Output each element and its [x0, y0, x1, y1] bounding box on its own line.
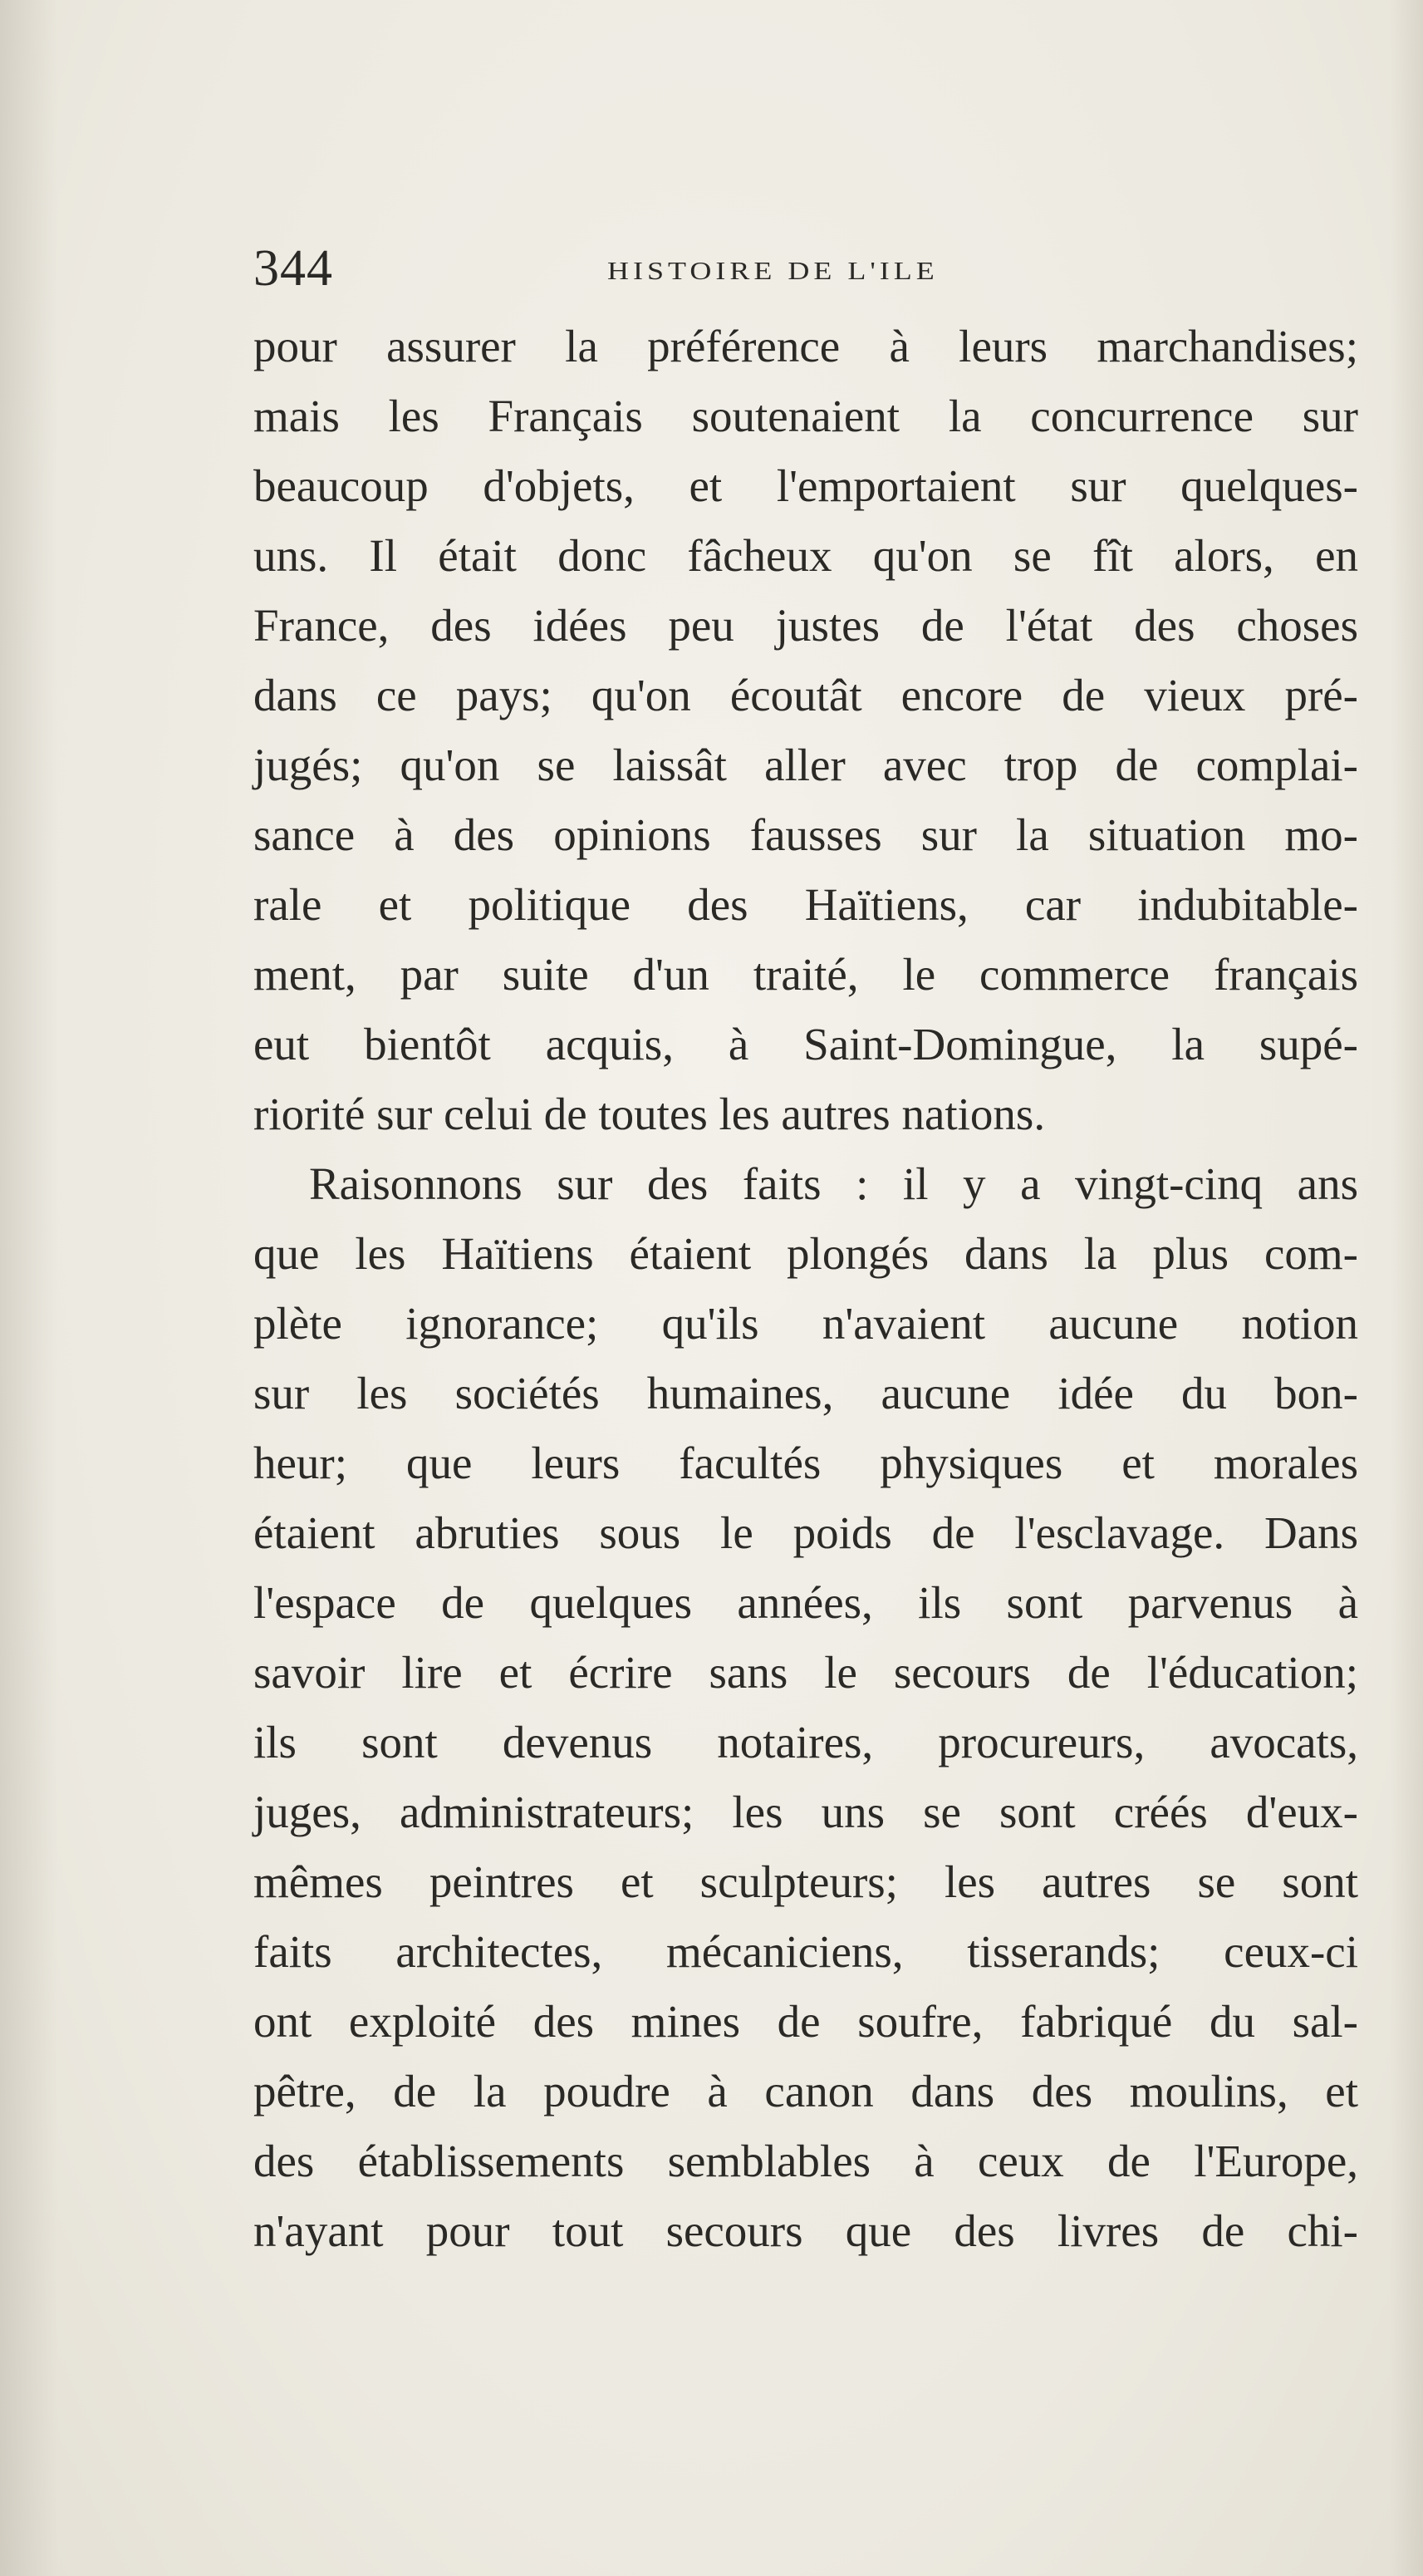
- text-line: ils sont devenus notaires, procureurs, avocats,: [253, 1717, 1358, 1767]
- text-line: que les Haïtiens étaient plongés dans la plus com-: [253, 1228, 1358, 1279]
- text-line: pêtre, de la poudre à canon dans des moulins, et: [253, 2066, 1358, 2116]
- text-line: juges, administrateurs; les uns se sont créés d'eux-: [253, 1787, 1358, 1837]
- text-line: heur; que leurs facultés physiques et morales: [253, 1438, 1358, 1488]
- page-header: [253, 231, 1358, 306]
- text-line: dans ce pays; qu'on écoutât encore de vieux pré-: [253, 670, 1358, 720]
- text-line: mais les Français soutenaient la concurrence sur: [253, 391, 1358, 441]
- text-line: ment, par suite d'un traité, le commerce français: [253, 949, 1358, 1000]
- text-line: pour assurer la préférence à leurs marchandises;: [253, 321, 1358, 371]
- text-line: riorité sur celui de toutes les autres nations.: [253, 1089, 1046, 1139]
- page-number: 344: [253, 240, 333, 297]
- running-head: HISTOIRE DE L'ILE: [607, 257, 939, 285]
- text-line: des établissements semblables à ceux de l'Europe,: [253, 2136, 1358, 2186]
- page-edge: [1390, 0, 1423, 2576]
- text-line: Raisonnons sur des faits : il y a vingt-cinq ans: [309, 1158, 1358, 1209]
- text-line: n'ayant pour tout secours que des livres de chi-: [253, 2205, 1358, 2256]
- body-text: [253, 312, 1358, 2266]
- text-line: savoir lire et écrire sans le secours de l'éducation;: [253, 1647, 1358, 1698]
- text-line: France, des idées peu justes de l'état des choses: [253, 600, 1358, 651]
- spine-shadow: [0, 0, 58, 2576]
- text-line: plète ignorance; qu'ils n'avaient aucune notion: [253, 1298, 1358, 1349]
- text-line: faits architectes, mécaniciens, tisserands; ceux-ci: [253, 1926, 1358, 1977]
- text-line: ont exploité des mines de soufre, fabriqué du sal-: [253, 1996, 1358, 2047]
- text-line: étaient abruties sous le poids de l'esclavage. Dans: [253, 1507, 1358, 1558]
- paragraph-2: [253, 1149, 1358, 2266]
- text-line: rale et politique des Haïtiens, car indubitable-: [253, 879, 1358, 930]
- text-line: l'espace de quelques années, ils sont parvenus à: [253, 1577, 1358, 1628]
- text-line: uns. Il était donc fâcheux qu'on se fît alors, en: [253, 530, 1358, 581]
- text-line: jugés; qu'on se laissât aller avec trop de complai-: [253, 740, 1358, 790]
- text-line: beaucoup d'objets, et l'emportaient sur quelques-: [253, 460, 1358, 511]
- text-line: mêmes peintres et sculpteurs; les autres se sont: [253, 1856, 1358, 1907]
- text-line: eut bientôt acquis, à Saint-Domingue, la supé-: [253, 1019, 1358, 1069]
- paragraph-1: [253, 312, 1358, 1149]
- text-line: sur les sociétés humaines, aucune idée du bon-: [253, 1368, 1358, 1418]
- text-line: sance à des opinions fausses sur la situation mo-: [253, 809, 1358, 860]
